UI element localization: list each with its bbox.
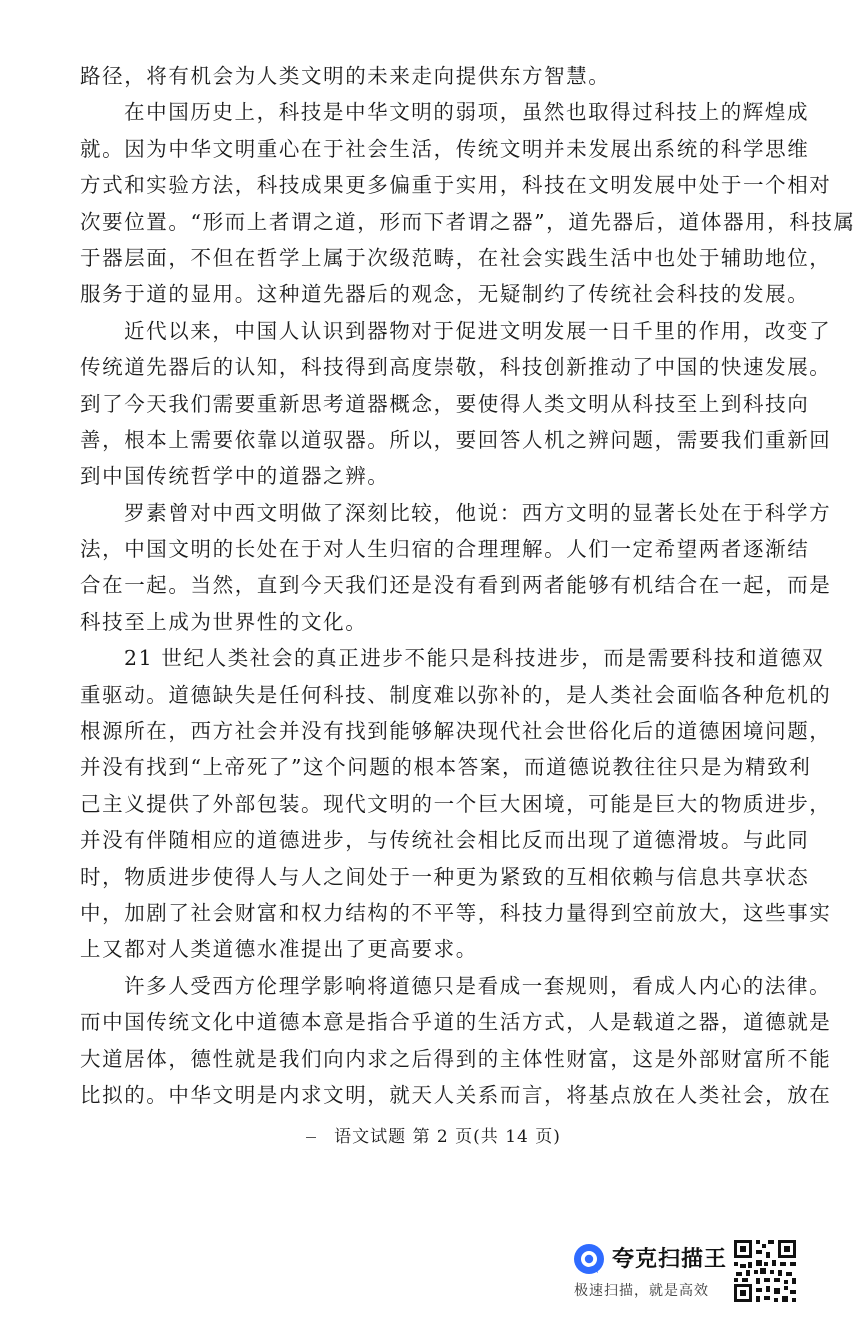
text-line: 己主义提供了外部包装。现代文明的一个巨大困境，可能是巨大的物质进步， bbox=[80, 791, 832, 816]
text-line: 合在一起。当然，直到今天我们还是没有看到两者能够有机结合在一起，而是 bbox=[80, 573, 832, 598]
text-line: 并没有伴随相应的道德进步，与传统社会相比反而出现了道德滑坡。与此同 bbox=[80, 828, 810, 853]
text-line: 善，根本上需要依靠以道驭器。所以，要回答人机之辨问题，需要我们重新回 bbox=[80, 427, 832, 452]
text-line: 重驱动。道德缺失是任何科技、制度难以弥补的，是人类社会面临各种危机的 bbox=[80, 682, 832, 707]
text-line: 传统道先器后的认知，科技得到高度崇敬，科技创新推动了中国的快速发展。 bbox=[80, 355, 832, 380]
text-line: 方式和实验方法，科技成果更多偏重于实用，科技在文明发展中处于一个相对 bbox=[80, 173, 832, 198]
text-line: 根源所在，西方社会并没有找到能够解决现代社会世俗化后的道德困境问题， bbox=[80, 719, 832, 744]
text-line: 次要位置。“形而上者谓之道，形而下者谓之器”，道先器后，道体器用，科技属 bbox=[80, 209, 856, 234]
footer-dash bbox=[306, 1137, 316, 1138]
text-line: 在中国历史上，科技是中华文明的弱项，虽然也取得过科技上的辉煌成 bbox=[124, 100, 810, 125]
text-line: 21 世纪人类社会的真正进步不能只是科技进步，而是需要科技和道德双 bbox=[124, 646, 825, 671]
text-line: 于器层面，不但在哲学上属于次级范畴，在社会实践生活中也处于辅助地位， bbox=[80, 245, 832, 270]
text-line: 就。因为中华文明重心在于社会生活，传统文明并未发展出系统的科学思维 bbox=[80, 136, 810, 161]
text-line: 路径，将有机会为人类文明的未来走向提供东方智慧。 bbox=[80, 64, 611, 88]
text-line: 罗素曾对中西文明做了深刻比较，他说：西方文明的显著长处在于科学方 bbox=[124, 500, 832, 525]
text-line: 中，加剧了社会财富和权力结构的不平等，科技力量得到空前放大，这些事实 bbox=[80, 900, 832, 925]
footer-page-number: 语文试题 第 2 页(共 14 页) bbox=[334, 1127, 561, 1147]
text-line: 并没有找到“上帝死了”这个问题的根本答案，而道德说教往往只是为精致利 bbox=[80, 755, 812, 780]
text-line: 时，物质进步使得人与人之间处于一种更为紧致的互相依赖与信息共享状态 bbox=[80, 864, 810, 889]
qr-code-icon bbox=[732, 1238, 798, 1304]
document-body bbox=[80, 58, 856, 1113]
text-line: 到中国传统哲学中的道器之辨。 bbox=[80, 464, 390, 489]
text-line: 比拟的。中华文明是内求文明，就天人关系而言，将基点放在人类社会，放在 bbox=[80, 1082, 832, 1107]
watermark-brand: 夸克扫描王 bbox=[612, 1247, 728, 1272]
quark-logo-icon bbox=[572, 1242, 606, 1276]
scanner-watermark bbox=[572, 1238, 802, 1308]
text-line: 大道居体，德性就是我们向内求之后得到的主体性财富，这是外部财富所不能 bbox=[80, 1046, 832, 1071]
text-line: 科技至上成为世界性的文化。 bbox=[80, 609, 368, 634]
text-line: 法，中国文明的长处在于对人生归宿的合理理解。人们一定希望两者逐渐结 bbox=[80, 537, 810, 562]
watermark-slogan: 极速扫描，就是高效 bbox=[574, 1283, 709, 1299]
page-footer bbox=[0, 1122, 867, 1147]
text-line: 上又都对人类道德水准提出了更高要求。 bbox=[80, 937, 478, 962]
text-line: 而中国传统文化中道德本意是指合乎道的生活方式，人是载道之器，道德就是 bbox=[80, 1010, 832, 1035]
text-line: 到了今天我们需要重新思考道器概念，要使得人类文明从科技至上到科技向 bbox=[80, 391, 810, 416]
text-line: 服务于道的显用。这种道先器后的观念，无疑制约了传统社会科技的发展。 bbox=[80, 282, 810, 307]
text-line: 近代以来，中国人认识到器物对于促进文明发展一日千里的作用，改变了 bbox=[124, 318, 832, 343]
text-line: 许多人受西方伦理学影响将道德只是看成一套规则，看成人内心的法律。 bbox=[124, 973, 832, 998]
